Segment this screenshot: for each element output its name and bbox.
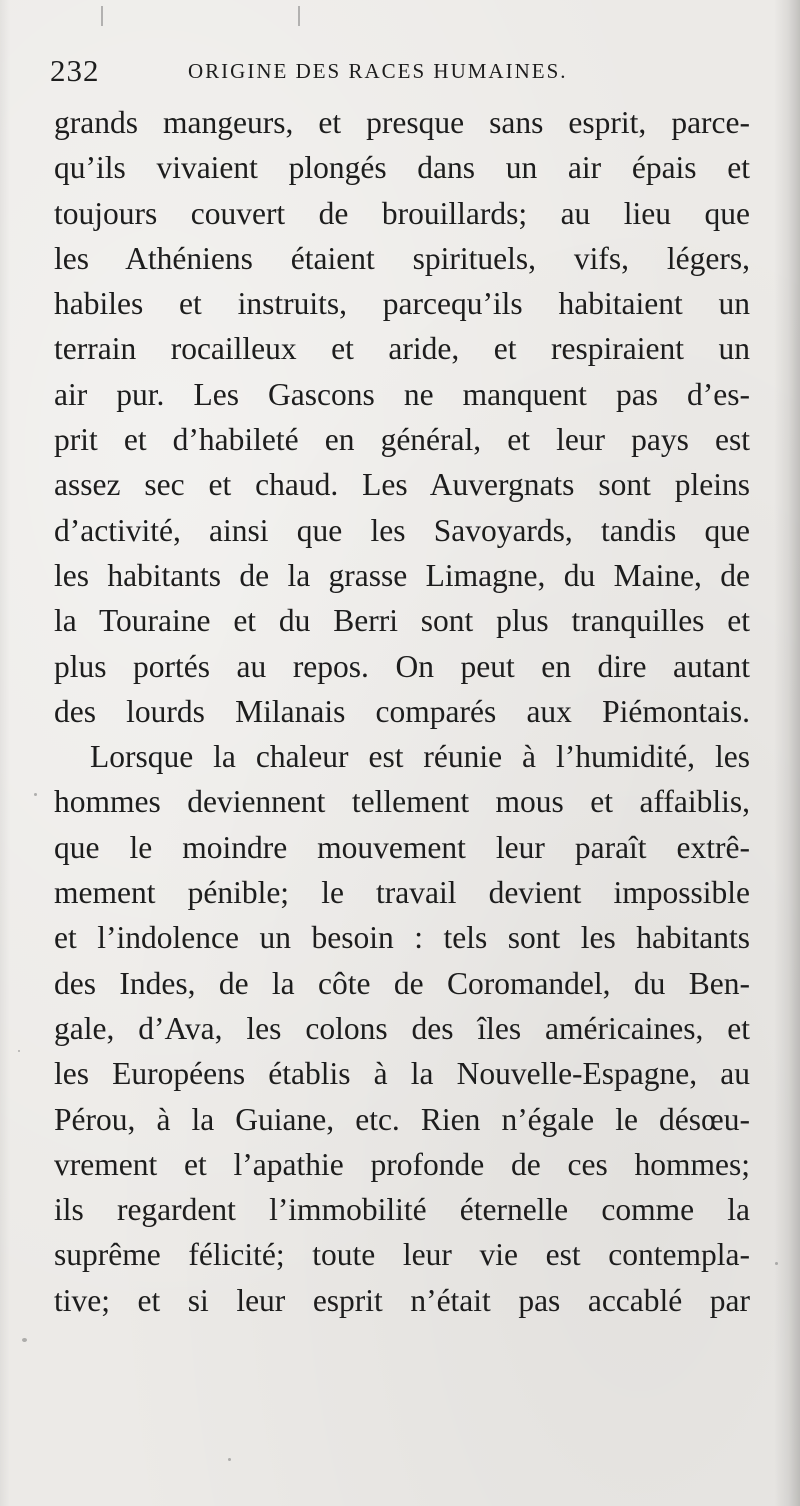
text-line: vrement et l’apathie profonde de ces hommes; [54,1146,750,1182]
text-line: gale, d’Ava, les colons des îles américaines, et [54,1010,750,1046]
page-right-shadow [774,0,800,1506]
text-line: plus portés au repos. On peut en dire autant [54,648,750,684]
text-line: les habitants de la grasse Limagne, du Maine, de [54,557,750,593]
paper-speck [22,1338,27,1342]
text-line: ils regardent l’immobilité éternelle comme la [54,1192,750,1228]
paragraph-start-line: Lorsque la chaleur est réunie à l’humidité, les [90,739,750,775]
page-header [50,51,750,91]
text-line: assez sec et chaud. Les Auvergnats sont pleins [54,467,750,503]
paper-speck [228,1458,231,1461]
text-line: et l’indolence un besoin : tels sont les habitants [54,920,750,956]
text-line: air pur. Les Gascons ne manquent pas d’es- [54,376,750,412]
text-line: hommes deviennent tellement mous et affaiblis, [54,784,750,820]
page-number: 232 [50,53,100,88]
text-line: des Indes, de la côte de Coromandel, du Ben- [54,965,750,1001]
text-line: la Touraine et du Berri sont plus tranquilles et [54,603,750,639]
paper-speck [775,1262,778,1265]
text-line: Pérou, à la Guiane, etc. Rien n’égale le désœu- [54,1101,750,1137]
text-line: qu’ils vivaient plongés dans un air épais et [54,150,750,186]
text-line: prit et d’habileté en général, et leur pays est [54,422,750,458]
text-line: habiles et instruits, parcequ’ils habitaient un [54,286,750,322]
text-line: suprême félicité; toute leur vie est contempla- [54,1237,750,1273]
text-line: terrain rocailleux et aride, et respiraient un [54,331,750,367]
text-line: d’activité, ainsi que les Savoyards, tandis que [54,512,750,548]
text-line: toujours couvert de brouillards; au lieu que [54,195,750,231]
text-line: grands mangeurs, et presque sans esprit, parce- [54,105,750,140]
running-title: ORIGINE DES RACES HUMAINES. [188,59,568,83]
text-line: les Européens établis à la Nouvelle-Espagne, au [54,1056,750,1092]
text-line: tive; et si leur esprit n’était pas accablé par [54,1282,750,1318]
text-line: mement pénible; le travail devient impossible [54,875,750,911]
print-mark [298,6,300,26]
paper-speck [18,1050,20,1052]
text-line: les Athéniens étaient spirituels, vifs, légers, [54,240,750,276]
print-mark [101,6,103,26]
paper-speck [34,793,37,796]
text-line: que le moindre mouvement leur paraît extrê- [54,829,750,865]
body-text [54,100,750,1323]
text-line: des lourds Milanais comparés aux Piémontais. [54,693,750,729]
page-left-shadow [0,0,10,1506]
